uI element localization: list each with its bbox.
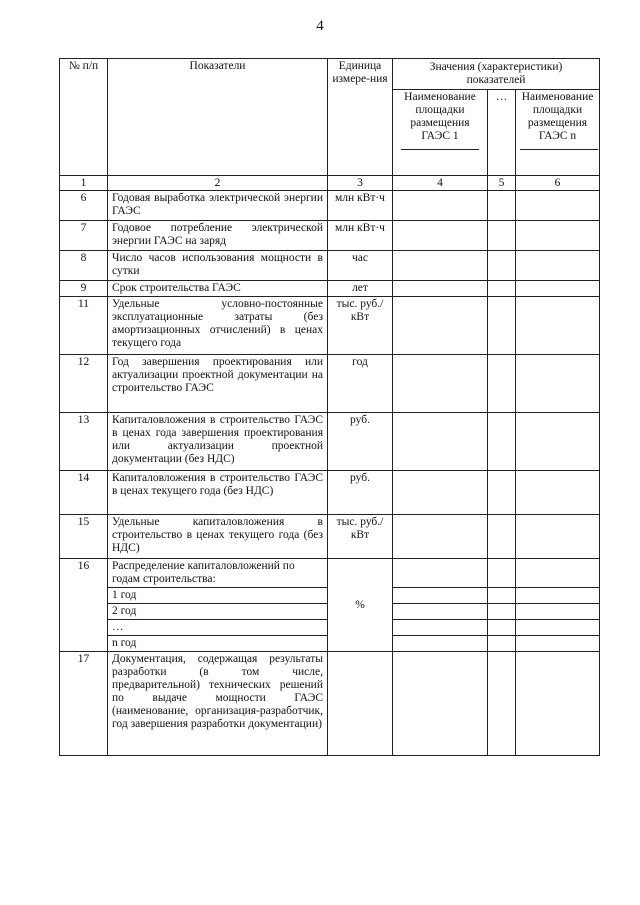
column-number: 1 <box>60 176 108 191</box>
value-cell[interactable] <box>516 191 600 221</box>
header-col-num: № п/п <box>60 59 108 176</box>
page-number: 4 <box>316 18 324 34</box>
value-cell[interactable] <box>393 191 488 221</box>
indicators-table <box>59 58 600 756</box>
value-cell[interactable] <box>488 251 516 281</box>
value-cell[interactable] <box>516 652 600 756</box>
column-number: 4 <box>393 176 488 191</box>
row-num: 8 <box>60 251 108 281</box>
value-cell[interactable] <box>488 636 516 652</box>
row-text: Капиталовложения в строительство ГАЭС в ценах года завершения проектирования или актуализации проектной документации (без НДС) <box>108 413 328 471</box>
row-unit: млн кВт·ч <box>328 191 393 221</box>
value-cell[interactable] <box>393 515 488 559</box>
value-cell[interactable] <box>393 652 488 756</box>
column-number: 3 <box>328 176 393 191</box>
value-cell[interactable] <box>488 281 516 297</box>
value-cell[interactable] <box>488 559 516 588</box>
header-site-1-label: Наименование площадки размещения ГАЭС 1 <box>404 91 476 142</box>
row-num: 12 <box>60 355 108 413</box>
table-row <box>60 471 600 515</box>
value-cell[interactable] <box>393 281 488 297</box>
row-num: 9 <box>60 281 108 297</box>
value-cell[interactable] <box>516 636 600 652</box>
column-number: 5 <box>488 176 516 191</box>
row-unit: % <box>328 559 393 652</box>
value-cell[interactable] <box>488 652 516 756</box>
value-cell[interactable] <box>488 471 516 515</box>
value-cell[interactable] <box>393 636 488 652</box>
value-cell[interactable] <box>516 559 600 588</box>
value-cell[interactable] <box>488 413 516 471</box>
row-unit: руб. <box>328 471 393 515</box>
header-dots: … <box>488 90 516 176</box>
row-unit: тыс. руб./кВт <box>328 297 393 355</box>
subrow-label: n год <box>108 636 328 652</box>
row-num: 16 <box>60 559 108 652</box>
row-unit: час <box>328 251 393 281</box>
value-cell[interactable] <box>516 413 600 471</box>
row-num: 15 <box>60 515 108 559</box>
row-num: 6 <box>60 191 108 221</box>
value-cell[interactable] <box>516 588 600 604</box>
value-cell[interactable] <box>393 588 488 604</box>
value-cell[interactable] <box>393 471 488 515</box>
value-cell[interactable] <box>393 251 488 281</box>
value-cell[interactable] <box>516 221 600 251</box>
row-text: Капиталовложения в строительство ГАЭС в ценах текущего года (без НДС) <box>108 471 328 515</box>
value-cell[interactable] <box>516 297 600 355</box>
row-unit: тыс. руб./кВт <box>328 515 393 559</box>
subrow-label: 1 год <box>108 588 328 604</box>
header-col-indicators: Показатели <box>108 59 328 176</box>
row-unit: руб. <box>328 413 393 471</box>
value-cell[interactable] <box>393 355 488 413</box>
value-cell[interactable] <box>393 413 488 471</box>
value-cell[interactable] <box>488 355 516 413</box>
row-text: Удельные условно-постоянные эксплуатационные затраты (без амортизационных отчислений) в ценах текущего года <box>108 297 328 355</box>
table-row <box>60 221 600 251</box>
value-cell[interactable] <box>393 620 488 636</box>
value-cell[interactable] <box>488 588 516 604</box>
value-cell[interactable] <box>393 297 488 355</box>
table-row <box>60 515 600 559</box>
column-number: 2 <box>108 176 328 191</box>
row-num: 11 <box>60 297 108 355</box>
header-site-n <box>516 90 600 176</box>
header-col-values: Значения (характеристики) показателей <box>393 59 600 90</box>
value-cell[interactable] <box>516 281 600 297</box>
row-text: Год завершения проектирования или актуализации проектной документации на строительство ГАЭС <box>108 355 328 413</box>
value-cell[interactable] <box>516 604 600 620</box>
site-n-underline <box>520 149 598 150</box>
value-cell[interactable] <box>516 471 600 515</box>
row-unit: млн кВт·ч <box>328 221 393 251</box>
value-cell[interactable] <box>516 620 600 636</box>
row-num: 13 <box>60 413 108 471</box>
value-cell[interactable] <box>393 221 488 251</box>
subrow-label: 2 год <box>108 604 328 620</box>
header-site-n-label: Наименование площадки размещения ГАЭС n <box>521 91 594 142</box>
row-unit: лет <box>328 281 393 297</box>
header-site-1 <box>393 90 488 176</box>
table-row-16 <box>60 559 600 588</box>
row-num: 17 <box>60 652 108 756</box>
subrow-label: … <box>108 620 328 636</box>
site-1-underline <box>401 149 479 150</box>
value-cell[interactable] <box>393 604 488 620</box>
header-col-unit: Единица измере-ния <box>328 59 393 176</box>
value-cell[interactable] <box>516 515 600 559</box>
value-cell[interactable] <box>488 604 516 620</box>
row-text: Удельные капиталовложения в строительство в ценах текущего года (без НДС) <box>108 515 328 559</box>
row-text: Срок строительства ГАЭС <box>108 281 328 297</box>
value-cell[interactable] <box>488 221 516 251</box>
value-cell[interactable] <box>488 620 516 636</box>
table-row <box>60 281 600 297</box>
value-cell[interactable] <box>516 355 600 413</box>
value-cell[interactable] <box>488 515 516 559</box>
row-num: 14 <box>60 471 108 515</box>
column-number: 6 <box>516 176 600 191</box>
row-text: Документация, содержащая результаты разработки (в том числе, предварительной) технических решений по выдаче мощности ГАЭС (наименование, организация-разработчик, год завершения разработки документации) <box>108 652 328 756</box>
table-row-17 <box>60 652 600 756</box>
row-text: Годовая выработка электрической энергии ГАЭС <box>108 191 328 221</box>
value-cell[interactable] <box>516 251 600 281</box>
table-row <box>60 191 600 221</box>
table-row <box>60 355 600 413</box>
row-unit <box>328 652 393 756</box>
row-text: Годовое потребление электрической энергии ГАЭС на заряд <box>108 221 328 251</box>
row-text: Распределение капиталовложений по годам строительства: <box>108 559 328 588</box>
table-row <box>60 297 600 355</box>
row-num: 7 <box>60 221 108 251</box>
table-row <box>60 251 600 281</box>
row-text: Число часов использования мощности в сутки <box>108 251 328 281</box>
column-numbers-row <box>60 176 600 191</box>
table-row <box>60 413 600 471</box>
value-cell[interactable] <box>488 297 516 355</box>
row-unit: год <box>328 355 393 413</box>
value-cell[interactable] <box>393 559 488 588</box>
value-cell[interactable] <box>488 191 516 221</box>
